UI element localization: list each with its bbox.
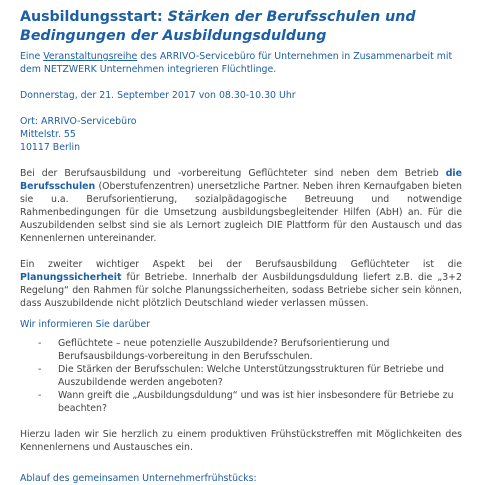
dash-marker: - [38,390,42,401]
title-italic: Stärken der Berufsschulen und Bedingungen der Ausbildungsduldung [20,9,416,44]
para1-highlight: die Berufsschulen [20,168,462,192]
event-date: Donnerstag, der 21. September 2017 von 08.30-10.30 Uhr [20,90,296,101]
para2-text-c: für Betriebe. Innerhalb der Ausbildungsduldung liefert z.B. die „3+2 Regelung“ den Rahmen für solche Planungssicherheiten, sodass Betriebe sicher sein können, dass Auszubildende nicht plötzlich Deutschland wieder verlassen müssen. [20,272,462,309]
paragraph-planungssicherheit [20,258,462,310]
para1-text-a: Bei der Berufsausbildung und -vorbereitung Geflüchteter sind neben dem Betrieb [20,168,446,179]
list-item-text: Die Stärken der Berufsschulen: Welche Unterstützungsstrukturen für Betriebe und Auszubildende werden angeboten? [58,364,444,388]
section-label: Wir informieren Sie darüber [20,319,150,330]
intro-text [20,50,462,76]
title-prefix: Ausbildungsstart: [20,9,168,25]
address-line-1: Ort: ARRIVO-Servicebüro [20,116,137,127]
intro-link[interactable]: Veranstaltungsreihe [43,51,138,62]
list-item-text: Wann greift die „Ausbildungsduldung“ und was ist hier insbesondere für Betriebe zu beachten? [58,390,454,414]
address-line-3: 10117 Berlin [20,142,81,153]
topic-list [20,337,462,415]
list-item-text: Geflüchtete – neue potenzielle Auszubildende? Berufsorientierung und Berufsausbildungs-vorbereitung in den Berufsschulen. [58,338,390,362]
para2-text-a: Ein zweiter wichtiger Aspekt bei der Berufsausbildung Geflüchteter ist die [20,259,462,270]
dash-marker: - [38,338,42,349]
page-title [20,8,462,46]
address-line-2: Mittelstr. 55 [20,129,76,140]
para1-text-c: (Oberstufenzentren) unersetzliche Partner. Neben ihren Kernaufgaben bieten sie u.a. Berufsorientierung, sozialpädagogische Betreuung und notwendige Rahmenbedingungen für die Umsetzung ausbildungsbegleitender Hilfen (AbH) an. Für die Auszubildenden selbst sind sie als Lernort zugleich DIE Plattform für den Austausch und das Kennenlernen untereinander. [20,181,462,244]
list-item [38,363,462,389]
para2-highlight: Planungssicherheit [20,272,122,283]
intro-after: des ARRIVO-Servicebüro für Unternehmen in Zusammenarbeit mit dem NETZWERK Unternehmen integrieren Flüchtlinge. [20,51,453,75]
agenda-heading: Ablauf des gemeinsamen Unternehmerfrühstücks: [20,473,257,484]
paragraph-berufsschulen [20,167,462,245]
dash-marker: - [38,364,42,375]
list-item [38,337,462,363]
paragraph-invitation: Hierzu laden wir Sie herzlich zu einem produktiven Frühstückstreffen mit Möglichkeiten des Kennenlernens und Austausches ein. [20,429,462,453]
intro-before: Eine [20,51,44,62]
list-item [38,389,462,415]
event-address [20,115,462,154]
